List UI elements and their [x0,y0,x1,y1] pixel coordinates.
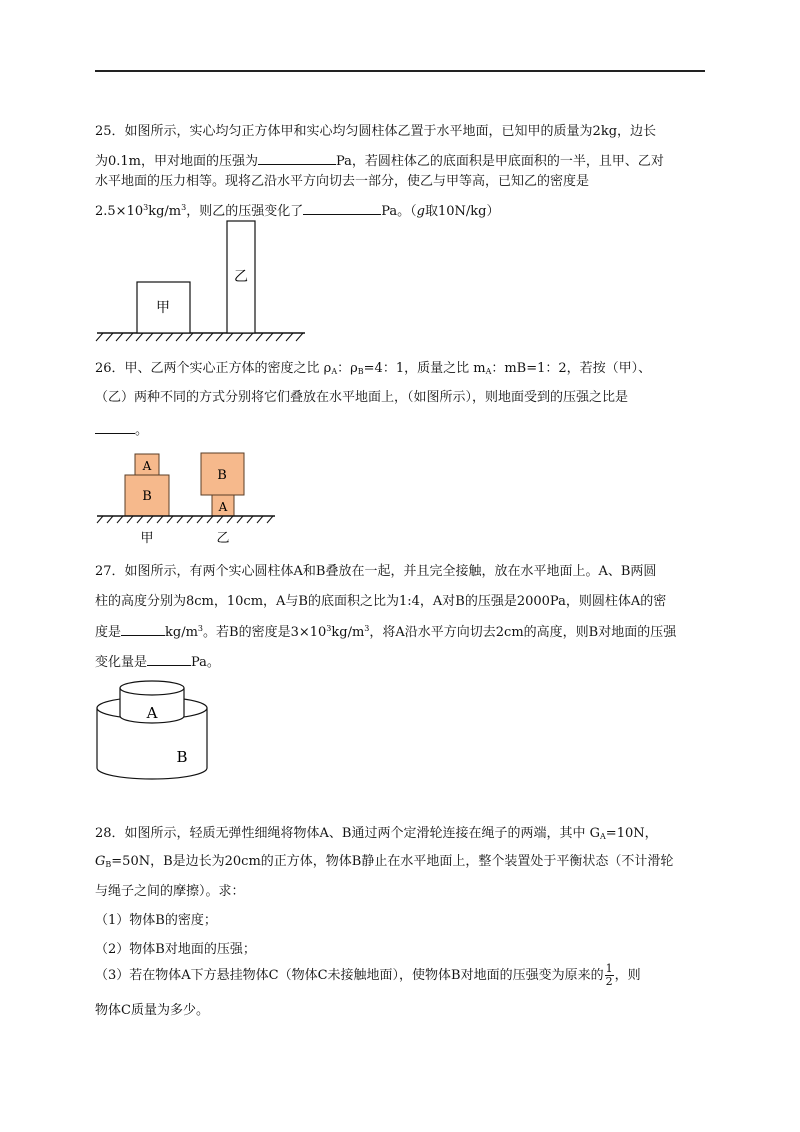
q25-figure [95,215,310,345]
answer-blank[interactable] [258,151,336,165]
q26-line-2: （乙）两种不同的方式分别将它们叠放在水平地面上，（如图所示），则地面受到的压强之比是 [95,390,629,405]
answer-blank[interactable] [303,201,381,215]
answer-blank[interactable] [121,622,165,636]
label-b-yi: B [217,468,227,483]
label-b-jia: B [142,489,152,504]
q27-line-4: 变化量是 Pa。 [95,652,220,672]
q28-sub-3: （3）若在物体A下方悬挂物体C（物体C未接触地面），使物体B对地面的压强变为原来的 $\frac{1}{2}$ ，则 [95,962,641,988]
answer-blank[interactable] [95,420,135,434]
q25-line-3: 水平地面的压力相等。现将乙沿水平方向切去一部分，使乙与甲等高，已知乙的密度是 [95,174,590,189]
q27-line-2: 柱的高度分别为8cm，10cm，A与B的底面积之比为1:4，A对B的压强是2000Pa，则圆柱体A的密 [95,594,667,609]
q28-sub-2: （2）物体B对地面的压强； [95,942,256,957]
answer-blank[interactable] [147,652,191,666]
q28-line-1: 28．如图所示，轻质无弹性细绳将物体A、B通过两个定滑轮连接在绳子的两端，其中 $G_A=10N$， [95,826,658,841]
header-rule [95,70,705,72]
q28-line-3: 与绳子之间的摩擦）。求： [95,884,245,899]
fraction-half: $\frac{1}{2}$ [605,962,613,988]
label-jia: 甲 [140,531,154,546]
q26-line-1: 26．甲、乙两个实心正方体的密度之比 $\rho_A$：$\rho_B=4$：1，质量之比 $m_A$：mB=1：2，若按（甲）、 [95,361,652,376]
q27-line-3: 度是 $kg/m^3$。若B的密度是$3\times 10^3kg/m^3$，将A沿水平方向切去2cm的高度，则B对地面的压强 [95,624,677,640]
label-a: A [146,704,158,722]
label-a-jia: A [142,459,152,473]
q25-line-4: $2.5\times 10^3kg/m^3$，则乙的压强变化了 Pa。（g取10N/kg） [95,203,500,219]
label-yi: 乙 [234,269,248,285]
label-a-yi: A [218,500,228,514]
q26-figure [95,448,280,548]
q26-line-3: 。 [95,420,148,440]
label-jia: 甲 [156,300,170,316]
q28-line-2: $G_B=50N$，B是边长为20cm的正方体，物体B静止在水平地面上，整个装置处于平衡状态（不计滑轮 [95,854,674,869]
q28-sub-1: （1）物体B的密度； [95,913,217,928]
q25-line-2: 为0.1m，甲对地面的压强为 Pa，若圆柱体乙的底面积是甲底面积的一半，且甲、乙对 [95,151,664,171]
q28-sub-4: 物体C质量为多少。 [95,1003,209,1018]
label-yi: 乙 [216,531,230,546]
q27-line-1: 27．如图所示，有两个实心圆柱体A和B叠放在一起，并且完全接触，放在水平地面上。A、B两圆 [95,564,657,579]
cylinder-a-top [120,681,184,695]
label-b: B [176,748,188,766]
q25-line-1: 25．如图所示，实心均匀正方体甲和实心均匀圆柱体乙置于水平地面，已知甲的质量为2kg，边长 [95,124,657,139]
q27-figure [95,678,215,783]
